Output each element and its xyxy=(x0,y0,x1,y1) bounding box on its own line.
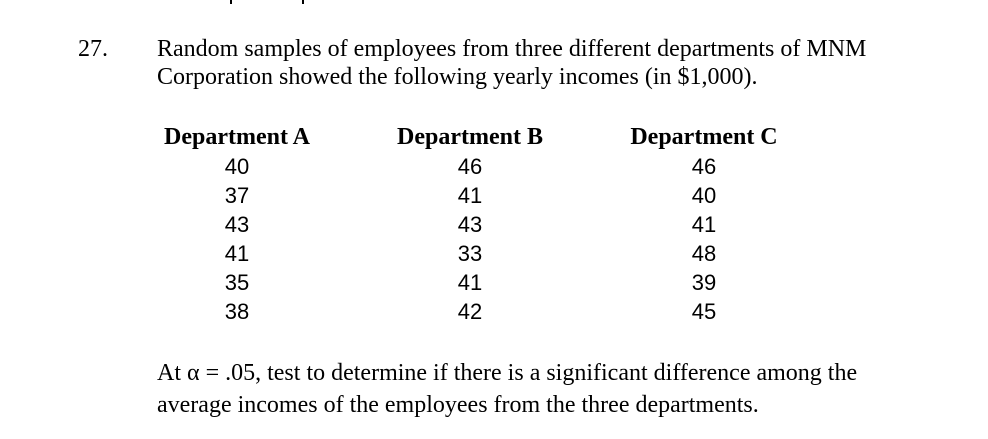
table-cell: 41 xyxy=(691,212,717,237)
cropped-previous-text xyxy=(230,0,360,4)
table-cell: 48 xyxy=(691,241,717,266)
table-cell: 40 xyxy=(224,154,250,179)
table-cell: 38 xyxy=(224,299,250,324)
column-department-b xyxy=(390,123,550,326)
table-cell: 45 xyxy=(691,299,717,324)
prompt-line-1: Random samples of employees from three different departments of MNM xyxy=(157,36,867,62)
table-cell: 46 xyxy=(457,154,483,179)
instruction-line-2: average incomes of the employees from the three departments. xyxy=(157,392,759,418)
column-values xyxy=(390,152,550,326)
table-cell: 42 xyxy=(457,299,483,324)
table-cell: 43 xyxy=(224,212,250,237)
prompt-line-2: Corporation showed the following yearly incomes (in $1,000). xyxy=(157,64,758,90)
column-header: Department B xyxy=(397,124,543,150)
table-cell: 40 xyxy=(691,183,717,208)
instruction-line-1: At α = .05, test to determine if there is a significant difference among the xyxy=(157,360,858,386)
column-department-a xyxy=(157,123,317,326)
table-cell: 41 xyxy=(457,270,483,295)
question-number: 27. xyxy=(78,36,108,62)
column-values xyxy=(157,152,317,326)
table-cell: 35 xyxy=(224,270,250,295)
table-cell: 43 xyxy=(457,212,483,237)
question-instruction xyxy=(157,357,957,421)
table-cell: 46 xyxy=(691,154,717,179)
table-cell: 37 xyxy=(224,183,250,208)
column-header: Department A xyxy=(164,124,310,150)
column-values xyxy=(624,152,784,326)
question-prompt xyxy=(157,35,957,91)
table-cell: 41 xyxy=(457,183,483,208)
column-department-c xyxy=(624,123,784,326)
table-cell: 39 xyxy=(691,270,717,295)
column-header: Department C xyxy=(630,124,778,150)
table-cell: 41 xyxy=(224,241,250,266)
table-cell: 33 xyxy=(457,241,483,266)
